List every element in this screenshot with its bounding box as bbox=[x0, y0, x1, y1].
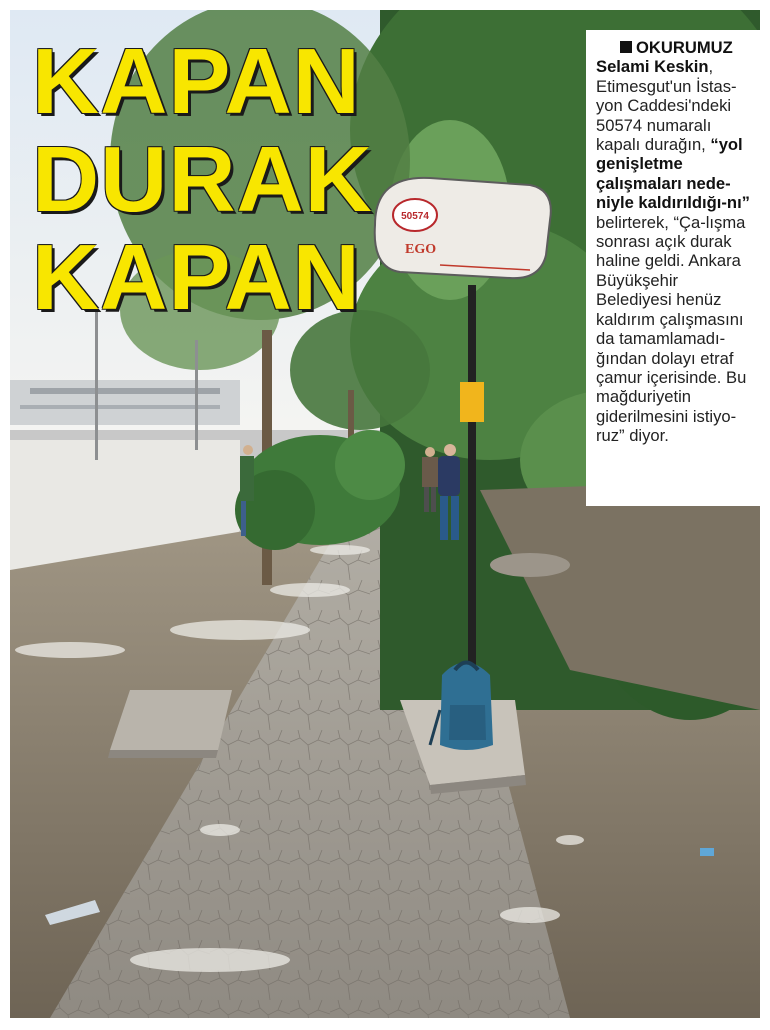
headline-line-2: DURAK bbox=[32, 127, 373, 231]
caption-kicker: OKURUMUZ bbox=[636, 38, 733, 57]
headline bbox=[32, 29, 373, 329]
caption-quote: “yol genişletme çalışmaları nede-niyle kaldırıldığı-nı” bbox=[596, 135, 750, 213]
reader-name: Selami Keskin bbox=[596, 57, 709, 77]
concrete-slab bbox=[108, 690, 232, 758]
caption-text-part-1: , Etimesgut'un İstas-yon Caddesi'ndeki 50574 numaralı kapalı durağın, bbox=[596, 57, 737, 155]
bus-stop-sign bbox=[375, 178, 551, 278]
bus-stop-pole bbox=[468, 285, 476, 705]
yellow-info-box bbox=[460, 382, 484, 422]
sign-stop-number: 50574 bbox=[401, 211, 429, 222]
headline-line-1: KAPAN bbox=[32, 29, 361, 133]
black-square-bullet-icon bbox=[620, 41, 632, 53]
caption-box bbox=[586, 30, 762, 506]
caption-text-part-2: belirterek, “Ça-lışma sonrası açık durak haline geldi. Ankara Büyükşehir Belediyesi henüz kaldırım çalışmasını da tamamlamadı-ğından dolayı etraf çamur içerisinde. Bu mağduriyetin giderilmesini istiyo-ruz” diyor. bbox=[596, 212, 747, 446]
headline-line-3: KAPAN bbox=[32, 225, 361, 329]
sign-brand: EGO bbox=[405, 242, 437, 257]
